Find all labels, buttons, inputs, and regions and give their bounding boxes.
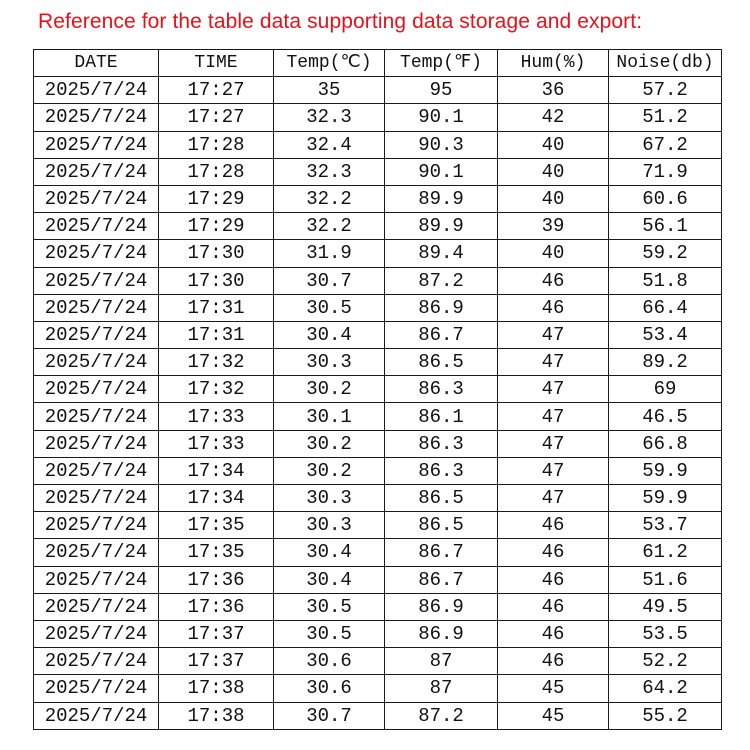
cell-humidity: 40 — [498, 131, 609, 158]
table-row — [34, 512, 722, 539]
cell-temp-f: 87 — [385, 675, 498, 702]
cell-date: 2025/7/24 — [34, 77, 159, 104]
cell-humidity: 40 — [498, 158, 609, 185]
cell-humidity: 46 — [498, 648, 609, 675]
cell-temp-c: 31.9 — [274, 240, 385, 267]
data-table — [33, 49, 722, 730]
cell-noise: 53.7 — [609, 512, 722, 539]
cell-date: 2025/7/24 — [34, 240, 159, 267]
cell-noise: 52.2 — [609, 648, 722, 675]
cell-date: 2025/7/24 — [34, 294, 159, 321]
cell-date: 2025/7/24 — [34, 457, 159, 484]
cell-temp-f: 87 — [385, 648, 498, 675]
table-row — [34, 349, 722, 376]
cell-time: 17:27 — [159, 77, 274, 104]
cell-time: 17:37 — [159, 620, 274, 647]
table-row — [34, 267, 722, 294]
table-row — [34, 457, 722, 484]
cell-date: 2025/7/24 — [34, 104, 159, 131]
cell-time: 17:29 — [159, 213, 274, 240]
cell-temp-c: 30.4 — [274, 566, 385, 593]
cell-noise: 49.5 — [609, 593, 722, 620]
cell-date: 2025/7/24 — [34, 593, 159, 620]
table-row — [34, 702, 722, 729]
cell-temp-c: 30.4 — [274, 539, 385, 566]
cell-time: 17:38 — [159, 702, 274, 729]
table-row — [34, 539, 722, 566]
cell-temp-f: 87.2 — [385, 267, 498, 294]
table-row — [34, 376, 722, 403]
cell-time: 17:35 — [159, 539, 274, 566]
cell-humidity: 46 — [498, 539, 609, 566]
column-header-humidity: Hum(%) — [498, 50, 609, 77]
cell-humidity: 40 — [498, 240, 609, 267]
table-body — [34, 77, 722, 730]
cell-time: 17:35 — [159, 512, 274, 539]
cell-temp-c: 30.2 — [274, 457, 385, 484]
cell-date: 2025/7/24 — [34, 566, 159, 593]
cell-noise: 89.2 — [609, 349, 722, 376]
table-row — [34, 213, 722, 240]
cell-time: 17:30 — [159, 240, 274, 267]
cell-temp-c: 30.5 — [274, 620, 385, 647]
cell-noise: 51.2 — [609, 104, 722, 131]
cell-humidity: 46 — [498, 267, 609, 294]
table-row — [34, 675, 722, 702]
cell-temp-c: 32.4 — [274, 131, 385, 158]
cell-temp-f: 89.9 — [385, 185, 498, 212]
cell-noise: 69 — [609, 376, 722, 403]
cell-noise: 46.5 — [609, 403, 722, 430]
cell-humidity: 47 — [498, 485, 609, 512]
cell-humidity: 46 — [498, 512, 609, 539]
cell-time: 17:33 — [159, 430, 274, 457]
cell-date: 2025/7/24 — [34, 403, 159, 430]
cell-humidity: 46 — [498, 294, 609, 321]
cell-humidity: 47 — [498, 321, 609, 348]
cell-noise: 59.9 — [609, 485, 722, 512]
cell-temp-c: 30.5 — [274, 294, 385, 321]
cell-temp-f: 90.1 — [385, 158, 498, 185]
column-header-temp-f: Temp(℉) — [385, 50, 498, 77]
cell-time: 17:31 — [159, 321, 274, 348]
table-row — [34, 131, 722, 158]
cell-temp-f: 86.5 — [385, 512, 498, 539]
cell-temp-f: 90.3 — [385, 131, 498, 158]
cell-noise: 51.6 — [609, 566, 722, 593]
cell-date: 2025/7/24 — [34, 185, 159, 212]
cell-temp-c: 35 — [274, 77, 385, 104]
table-row — [34, 104, 722, 131]
cell-temp-f: 86.7 — [385, 539, 498, 566]
cell-humidity: 47 — [498, 376, 609, 403]
cell-humidity: 46 — [498, 593, 609, 620]
table-row — [34, 485, 722, 512]
cell-time: 17:30 — [159, 267, 274, 294]
cell-date: 2025/7/24 — [34, 267, 159, 294]
table-row — [34, 158, 722, 185]
cell-temp-f: 86.3 — [385, 430, 498, 457]
cell-time: 17:32 — [159, 376, 274, 403]
cell-temp-f: 86.5 — [385, 349, 498, 376]
cell-humidity: 42 — [498, 104, 609, 131]
cell-noise: 66.4 — [609, 294, 722, 321]
cell-date: 2025/7/24 — [34, 131, 159, 158]
cell-date: 2025/7/24 — [34, 321, 159, 348]
cell-temp-f: 86.7 — [385, 566, 498, 593]
cell-noise: 56.1 — [609, 213, 722, 240]
cell-time: 17:27 — [159, 104, 274, 131]
cell-noise: 53.5 — [609, 620, 722, 647]
cell-temp-f: 86.3 — [385, 457, 498, 484]
cell-temp-f: 95 — [385, 77, 498, 104]
cell-time: 17:28 — [159, 131, 274, 158]
cell-noise: 51.8 — [609, 267, 722, 294]
cell-temp-f: 89.4 — [385, 240, 498, 267]
table-row — [34, 321, 722, 348]
cell-noise: 53.4 — [609, 321, 722, 348]
table-row — [34, 620, 722, 647]
cell-temp-f: 86.7 — [385, 321, 498, 348]
cell-humidity: 46 — [498, 566, 609, 593]
cell-temp-f: 86.9 — [385, 593, 498, 620]
cell-time: 17:29 — [159, 185, 274, 212]
cell-humidity: 47 — [498, 349, 609, 376]
cell-temp-f: 86.3 — [385, 376, 498, 403]
cell-humidity: 36 — [498, 77, 609, 104]
cell-time: 17:38 — [159, 675, 274, 702]
cell-time: 17:33 — [159, 403, 274, 430]
cell-noise: 64.2 — [609, 675, 722, 702]
cell-noise: 55.2 — [609, 702, 722, 729]
cell-temp-c: 30.3 — [274, 349, 385, 376]
cell-date: 2025/7/24 — [34, 213, 159, 240]
cell-temp-f: 89.9 — [385, 213, 498, 240]
cell-temp-c: 30.7 — [274, 267, 385, 294]
cell-humidity: 45 — [498, 702, 609, 729]
cell-temp-f: 86.9 — [385, 620, 498, 647]
cell-temp-c: 30.2 — [274, 376, 385, 403]
cell-time: 17:36 — [159, 566, 274, 593]
cell-date: 2025/7/24 — [34, 376, 159, 403]
table-row — [34, 240, 722, 267]
cell-temp-c: 30.5 — [274, 593, 385, 620]
cell-temp-c: 32.3 — [274, 104, 385, 131]
cell-humidity: 47 — [498, 457, 609, 484]
cell-time: 17:36 — [159, 593, 274, 620]
cell-date: 2025/7/24 — [34, 539, 159, 566]
cell-noise: 71.9 — [609, 158, 722, 185]
table-row — [34, 185, 722, 212]
table-row — [34, 593, 722, 620]
table-row — [34, 294, 722, 321]
cell-temp-f: 86.1 — [385, 403, 498, 430]
cell-time: 17:32 — [159, 349, 274, 376]
cell-temp-f: 86.9 — [385, 294, 498, 321]
cell-noise: 57.2 — [609, 77, 722, 104]
cell-date: 2025/7/24 — [34, 648, 159, 675]
cell-humidity: 40 — [498, 185, 609, 212]
cell-humidity: 46 — [498, 620, 609, 647]
cell-date: 2025/7/24 — [34, 675, 159, 702]
cell-time: 17:31 — [159, 294, 274, 321]
table-row — [34, 430, 722, 457]
cell-date: 2025/7/24 — [34, 512, 159, 539]
cell-time: 17:28 — [159, 158, 274, 185]
cell-temp-f: 90.1 — [385, 104, 498, 131]
cell-date: 2025/7/24 — [34, 158, 159, 185]
column-header-date: DATE — [34, 50, 159, 77]
cell-humidity: 45 — [498, 675, 609, 702]
column-header-noise: Noise(db) — [609, 50, 722, 77]
cell-humidity: 39 — [498, 213, 609, 240]
cell-temp-c: 30.2 — [274, 430, 385, 457]
cell-noise: 59.9 — [609, 457, 722, 484]
cell-temp-c: 32.2 — [274, 185, 385, 212]
cell-temp-c: 30.7 — [274, 702, 385, 729]
cell-time: 17:37 — [159, 648, 274, 675]
cell-date: 2025/7/24 — [34, 620, 159, 647]
cell-date: 2025/7/24 — [34, 430, 159, 457]
column-header-time: TIME — [159, 50, 274, 77]
page-caption: Reference for the table data supporting data storage and export: — [38, 10, 643, 33]
cell-temp-f: 86.5 — [385, 485, 498, 512]
cell-noise: 67.2 — [609, 131, 722, 158]
table-header-row — [34, 50, 722, 77]
table-row — [34, 648, 722, 675]
cell-noise: 59.2 — [609, 240, 722, 267]
cell-time: 17:34 — [159, 485, 274, 512]
table-row — [34, 403, 722, 430]
cell-temp-c: 30.3 — [274, 485, 385, 512]
cell-noise: 60.6 — [609, 185, 722, 212]
cell-date: 2025/7/24 — [34, 702, 159, 729]
cell-date: 2025/7/24 — [34, 349, 159, 376]
cell-humidity: 47 — [498, 430, 609, 457]
cell-temp-c: 30.6 — [274, 648, 385, 675]
cell-time: 17:34 — [159, 457, 274, 484]
cell-noise: 66.8 — [609, 430, 722, 457]
cell-temp-c: 30.6 — [274, 675, 385, 702]
cell-temp-f: 87.2 — [385, 702, 498, 729]
cell-temp-c: 32.2 — [274, 213, 385, 240]
cell-temp-c: 30.3 — [274, 512, 385, 539]
cell-temp-c: 32.3 — [274, 158, 385, 185]
cell-humidity: 47 — [498, 403, 609, 430]
column-header-temp-c: Temp(℃) — [274, 50, 385, 77]
cell-date: 2025/7/24 — [34, 485, 159, 512]
table-row — [34, 77, 722, 104]
cell-noise: 61.2 — [609, 539, 722, 566]
cell-temp-c: 30.1 — [274, 403, 385, 430]
table-row — [34, 566, 722, 593]
cell-temp-c: 30.4 — [274, 321, 385, 348]
